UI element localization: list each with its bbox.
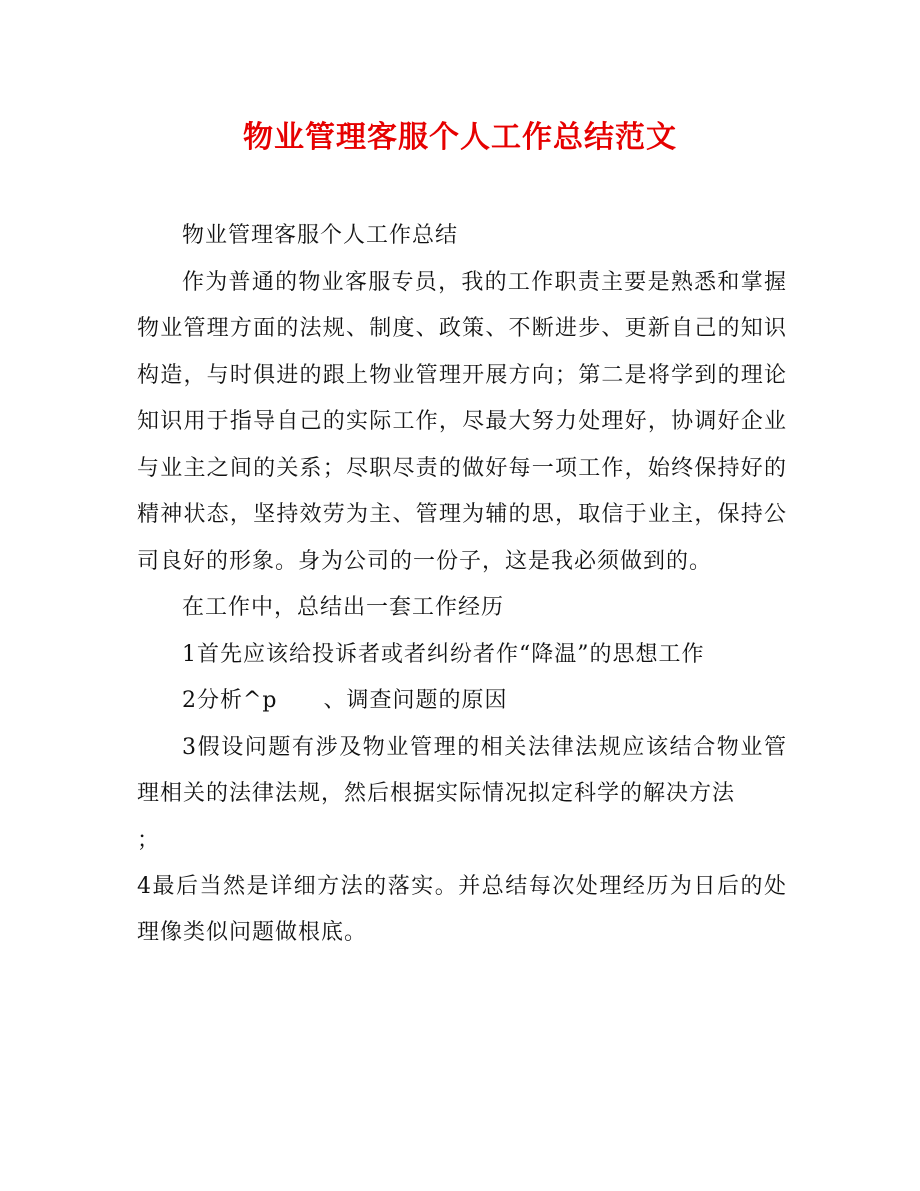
paragraph-semicolon: ；: [137, 827, 160, 853]
paragraph-duties: 作为普通的物业客服专员，我的工作职责主要是熟悉和掌握物业管理方面的法规、制度、政策、不断进步、更新自己的知识构造，与时俱进的跟上物业管理开展方向；第二是将学到的理论知识用于指导自己的实际工作，尽最大努力处理好，协调好企业与业主之间的关系；尽职尽责的做好每一项工作，始终保持好的精神状态，坚持效劳为主、管理为辅的思，取信于业主，保持公司良好的形象。身为公司的一份子，这是我必须做到的。: [137, 269, 787, 574]
document-body: [137, 213, 787, 957]
paragraph-step-4: 4最后当然是详细方法的落实。并总结每次处理经历为日后的处理像类似问题做根底。: [137, 873, 787, 945]
paragraph-step-3: 3假设问题有涉及物业管理的相关法律法规应该结合物业管理相关的法律法规，然后根据实际情况拟定科学的解决方法: [137, 734, 787, 806]
paragraph-step-2: 2分析^p 、调查问题的原因: [182, 688, 508, 713]
paragraph-subtitle: 物业管理客服个人工作总结: [182, 223, 459, 248]
paragraph-step-1: 1首先应该给投诉者或者纠纷者作“降温”的思想工作: [182, 641, 705, 667]
paragraph-experience-intro: 在工作中，总结出一套工作经历: [182, 595, 505, 620]
document-title: 物业管理客服个人工作总结范文: [243, 120, 677, 155]
